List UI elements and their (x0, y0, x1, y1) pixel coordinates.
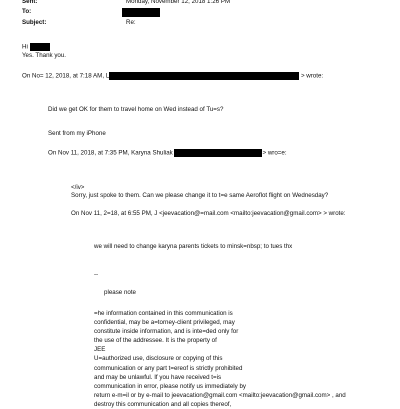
reply-body: Yes. Thank you. (22, 52, 67, 59)
reply-greeting (22, 43, 50, 51)
quote3-body: we will need to change karyna parents tickets to minsk=nbsp; to tues thx (94, 243, 293, 250)
disclaimer-line: communication or any part t=ereof is strictly prohibited (94, 364, 243, 372)
disclaimer-line: JEE (94, 346, 106, 354)
redaction-quote2-email (174, 149, 262, 157)
sent-label: Sent: (22, 0, 38, 5)
subject-value: Re: (126, 19, 136, 26)
disclaimer-block (94, 309, 346, 409)
greeting-text: Hi (22, 43, 28, 51)
quote2-tag: </iv> (71, 184, 85, 191)
disclaimer-line: =he information contained in this communication is (94, 310, 233, 317)
disclaimer-line: constitute inside information, and is inte=ded only for (94, 328, 239, 336)
disclaimer-line: the use of the addressee. It is the property of (94, 337, 217, 345)
sent-value: Monday, November 12, 2018 1:26 PM (126, 0, 231, 5)
redaction-greeting (30, 43, 50, 51)
disclaimer-line: communication in error, please notify us immediately by (94, 382, 247, 390)
quote1-question: Did we get OK for them to travel home on Wed instead of Tu=s? (48, 106, 224, 113)
quote1-signature: Sent from my iPhone (48, 130, 106, 137)
subject-label: Subject: (22, 19, 47, 26)
quote2-intro-prefix: On Nov 11, 2018, at 7:35 PM, Karyna Shuliak (48, 149, 173, 157)
quote1-intro-suffix: > wrote: (300, 72, 324, 80)
disclaimer-line: U=authorized use, disclosure or copying of this (94, 355, 223, 363)
redaction-to (122, 8, 160, 17)
to-label: To: (22, 8, 32, 15)
quote1-intro-prefix: On No= 12, 2018, at 7:18 AM, L (22, 72, 110, 80)
quote3-note: please note (104, 289, 136, 296)
disclaimer-line: and may be unlawful. If you have received t=is (94, 373, 222, 381)
quote1-intro (22, 72, 323, 80)
disclaimer-line: return e-m=il or by e-mail to jeevacation@gmail.com <mailto:jeevacation@gmail.com> , and (94, 391, 346, 399)
disclaimer-line: destroy this communication and all copies thereof, (94, 400, 232, 408)
quote2-body: Sorry, just spoke to them. Can we please change it to t=e same Aeroflot flight on Wednesday? (71, 192, 329, 199)
disclaimer-line: confidential, may be a=torney-client privileged, may (94, 319, 235, 327)
quote3-dashes: -- (94, 271, 99, 278)
quote2-intro-suffix: > wro=e: (262, 149, 287, 157)
quote2-intro (48, 149, 287, 157)
redaction-quote1-sender (109, 72, 299, 80)
quote3-intro: On Nov 11, 2=18, at 6:55 PM, J <jeevacation@=mail.com <mailto:jeevacation@gmail.com> > wrote: (71, 210, 346, 217)
